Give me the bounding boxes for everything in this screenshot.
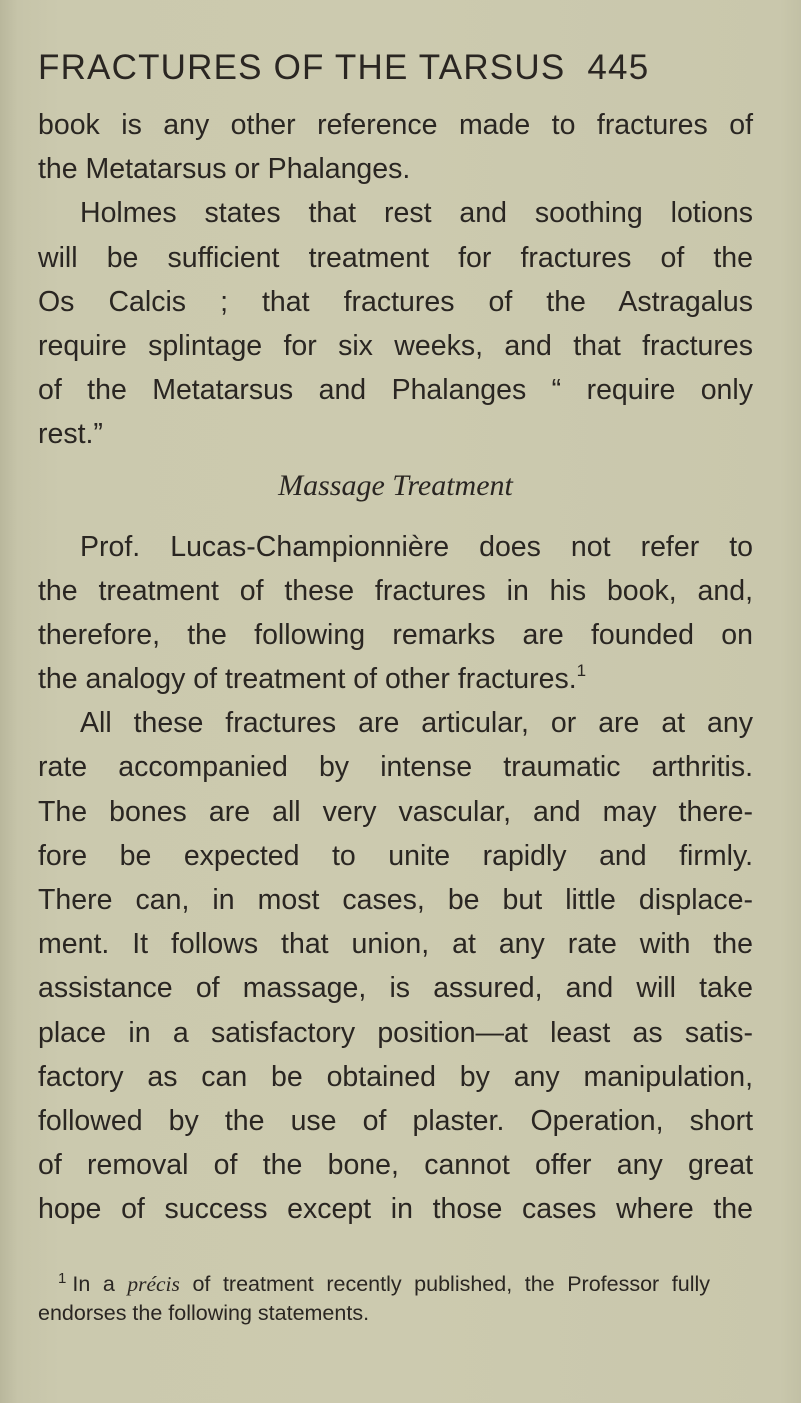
text-line: followed by the use of plaster. Operation, short [38,1104,753,1137]
text-line: rest.” [38,418,103,451]
text-line: There can, in most cases, be but little displace- [38,884,753,916]
text-line: The bones are all very vascular, and may there- [38,795,753,828]
text-line: therefore, the following remarks are founded on [38,618,753,651]
footnote-number: 1 [58,1270,67,1287]
text-line: hope of success except in those cases where the [38,1193,753,1226]
text-line: of the Metatarsus and Phalanges “ require only [38,374,753,407]
text-line: ment. It follows that union, at any rate with the [38,928,753,961]
text-line: Holmes states that rest and soothing lotions [80,197,753,230]
text-line: book is any other reference made to fractures of [38,109,753,141]
text-line: assistance of massage, is assured, and will take [38,972,753,1005]
footnote-prefix: In a [72,1272,128,1296]
text-line: require splintage for six weeks, and that fractures [38,329,753,362]
footnote-italic-term: précis [127,1272,180,1296]
text-line: fore be expected to unite rapidly and firmly. [38,839,753,872]
text-line: of removal of the bone, cannot offer any great [38,1149,753,1182]
heading-spacer [38,513,753,525]
running-head-title: FRACTURES OF THE TARSUS [38,48,566,87]
text-line-with-footnote [38,657,753,701]
text-line: the Metatarsus or Phalanges. [38,153,411,186]
text-line-content: the analogy of treatment of other fractures. [38,663,577,696]
footnote-line: endorses the following statements. [38,1301,370,1325]
body-text [38,103,753,1232]
text-line: the treatment of these fractures in his book, and, [38,574,753,607]
footnote [38,1270,710,1328]
footnote-reference: 1 [576,661,587,681]
text-line: factory as can be obtained by any manipulation, [38,1060,753,1093]
text-line: All these fractures are articular, or are at any [80,707,753,740]
footnote-suffix: of treatment recently published, the Professor fully [179,1272,710,1296]
text-line: Prof. Lucas-Championnière does not refer to [80,530,753,563]
footnote-line [38,1270,710,1299]
text-line: place in a satisfactory position—at least as satis- [38,1016,753,1049]
page-number: 445 [587,48,650,87]
running-head [38,48,778,88]
text-line: rate accompanied by intense traumatic arthritis. [38,751,753,784]
text-line: will be sufficient treatment for fractures of the [38,241,753,274]
text-line: Os Calcis ; that fractures of the Astragalus [38,285,753,318]
section-heading: Massage Treatment [278,468,513,502]
